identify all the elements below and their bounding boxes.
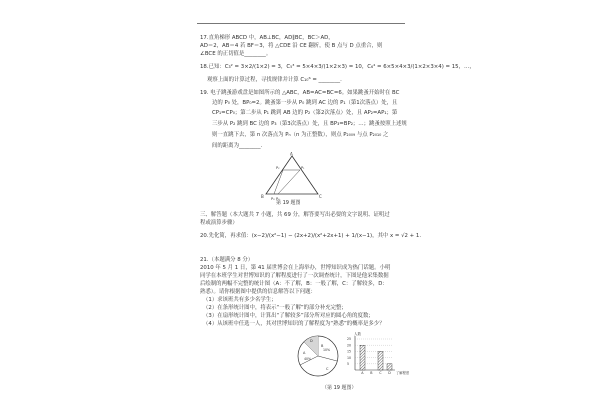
q17-line1: 17.直角梯形 ABCD 中，AB⊥BC，AD∥BC，BC＞AD， (200, 35, 334, 41)
q21-line2: 同学在本班学生对世博知识的了解程度进行了一次调查统计，下图是他采集数据 (200, 273, 389, 279)
label-p0: P₀ (276, 197, 280, 201)
pie-chart (292, 330, 348, 382)
bar-c (378, 351, 383, 370)
label-c: C (319, 194, 322, 199)
q21-item1: （1）求该班共有多少名学生； (203, 297, 277, 303)
q21-line4: 熟悉）。请你根据图中提供的信息解答以下问题： (200, 289, 316, 295)
q18-line1: 18.已知：C₃² = 3×2/(1×2) = 3，C₅³ = 5×4×3/(1×2×3) = 10，C₆⁴ = 6×5×4×3/(1×2×3×4) = 15，…， (200, 64, 475, 70)
label-p1: P₁ (301, 166, 305, 170)
bar-a (360, 345, 365, 370)
section3-heading-line1: 三、解答题（本大题共 7 小题，共 69 分，解答要写出必要的文字说明、证明过 (200, 212, 390, 218)
pie-label-b: B (321, 344, 324, 348)
q19-line1: 19. 电子跳蚤游戏盘是如图所示的 △ABC，AB=AC=BC=6。如果跳蚤开始时在 BC (200, 90, 400, 96)
bar-category-label: B (370, 371, 373, 375)
triangle-abc (266, 156, 318, 194)
q17-line2: AD＝2，AB＝4 若 BF＝3，将 △CDE 沿 CE 翻折，使 B 点与 D 点重合，则 (200, 43, 383, 49)
q19-line2: 边的 P₀ 处，BP₀=2。跳蚤第一步从 P₀ 跳到 AC 边的 P₁（第1次落点）处，且 (212, 100, 398, 106)
section3-heading-line2: 程或演算步骤） (200, 220, 238, 226)
bar-ytick-label: 20 (347, 343, 352, 348)
pie-divider-2 (318, 356, 337, 361)
pie-pct-b: 10% (323, 348, 331, 352)
q21-figure-caption: （第 19 题图） (322, 385, 357, 391)
q21-header: 21.（本题满分 8 分） (200, 257, 254, 263)
pie-pct-a: 40% (304, 357, 312, 361)
q21-line3: 后绘制的两幅不完整的统计图（A：不了解，B：一般了解，C：了解较多，D： (200, 281, 388, 287)
q19-line6: 间的距离为________. (212, 143, 263, 149)
label-p3: P₃ (271, 197, 275, 201)
q19-line5: 则一直跳下去，第 n 次落点为 Pₙ（n 为正整数），则点 P₂₀₀₉ 与点 P₂₀₁₀ 之 (212, 132, 389, 138)
q21-line1: 2010 年 5 月 1 日，第 41 届世博会在上海举办，世博知识成为热门话题。小明 (200, 265, 391, 271)
bar-xlabel: 了解程度 (396, 371, 410, 375)
bar-category-label: A (361, 371, 364, 375)
bar-ytick-label: 10 (347, 355, 352, 360)
bar-category-label: C (379, 371, 382, 375)
header-rule (197, 23, 405, 24)
q21-item3: （3）在扇形统计图中，计算出“了解较多”部分所对应的圆心角的度数； (203, 313, 374, 319)
bar-d (387, 364, 392, 370)
bar-ytick-label: 5 (347, 362, 350, 366)
label-b: B (261, 194, 264, 199)
q18-line2: 观察上面的计算过程，寻找规律并计算 C₁₀⁶ = ________. (207, 77, 342, 83)
path-p0-p1 (278, 170, 300, 194)
pie-label-d: D (310, 339, 313, 343)
label-p2: P₂ (276, 166, 280, 170)
q19-figure-caption: 第 19 题图 (276, 200, 301, 206)
q17-line3: ∠BCE 的正切值是________。 (200, 51, 272, 57)
bar-ylabel: 人数 (354, 332, 361, 336)
pie-label-a: A (303, 351, 306, 355)
q19-line4: 三步从 P₂ 跳到 BC 边的 P₃（第3次落点）处，且 BP₃=BP₂；…；跳蚤按照上述规 (212, 121, 407, 127)
q21-item4: （4）从该班中任选一人，其对世博知识的了解程度为“熟悉”的概率是多少？ (203, 321, 385, 327)
bar-category-label: D (388, 371, 391, 375)
q20-text: 20.先化简，再求值：(x−2)/(x²−1) − (2x+2)/(x²+2x+1) + 1/(x−1)，其中 x = √2 + 1. (200, 233, 422, 239)
q19-triangle-figure (256, 152, 328, 204)
label-a: A (290, 152, 293, 157)
bar-chart (345, 330, 415, 378)
bar-ytick-label: 15 (347, 349, 352, 354)
q21-item2: （2）在条形统计图中，将表示“一般了解”的部分补充完整； (203, 305, 347, 311)
pie-label-c: C (326, 367, 329, 371)
path-p2-p3 (274, 170, 283, 194)
q19-line3: CP₁=CP₀；第二步从 P₁ 跳到 AB 边的 P₂（第2次落点）处，且 AP₂=AP₁；第 (212, 110, 398, 116)
bar-ytick-label: 25 (347, 337, 352, 342)
